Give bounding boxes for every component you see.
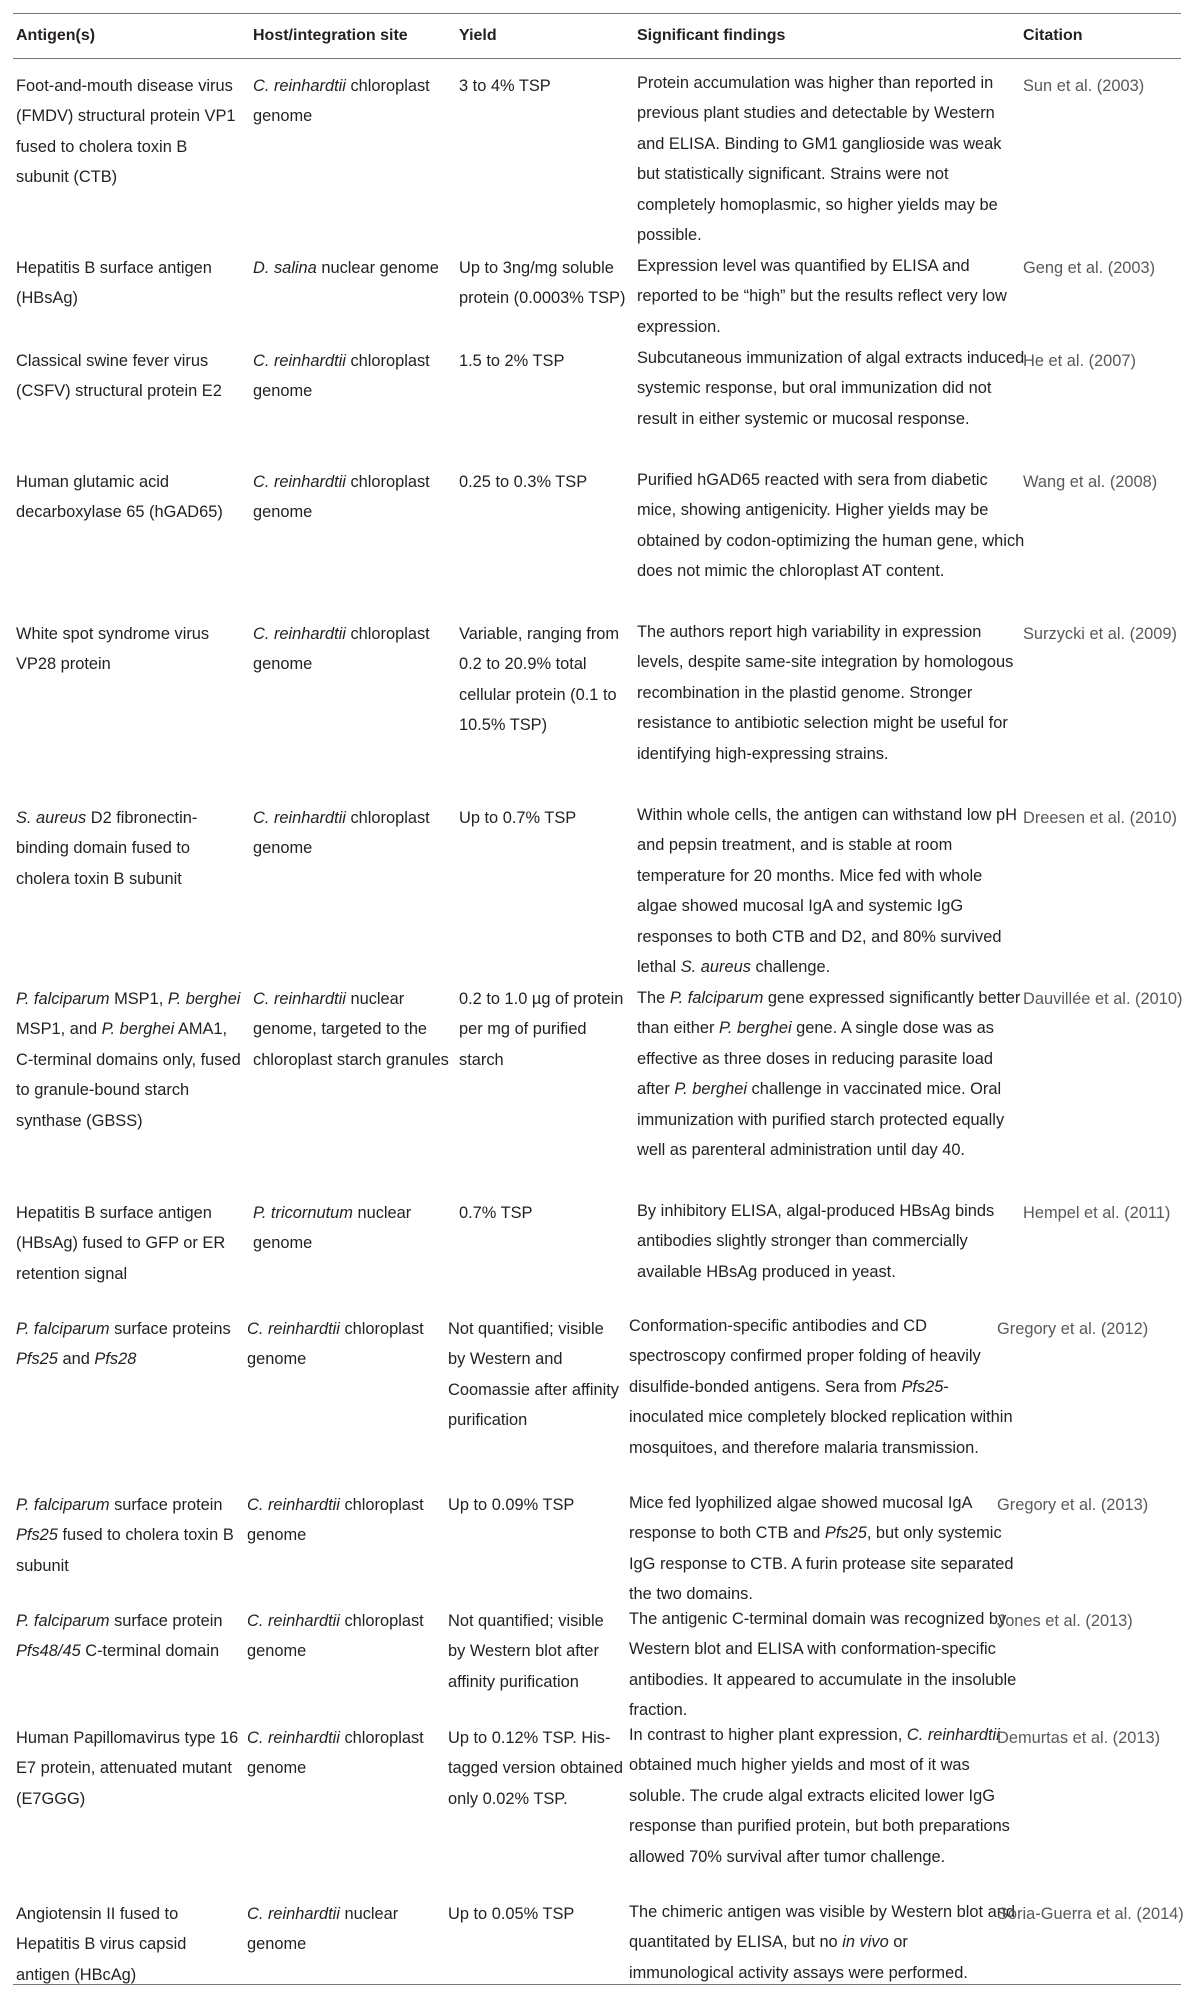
cell-citation: Gregory et al. (2013) xyxy=(997,1496,1149,1514)
cell-citation: Soria-Guerra et al. (2014) xyxy=(997,1905,1184,1923)
cell-yield: Not quantified; visible by Western and Coomassie after affinity purification xyxy=(448,1320,619,1430)
table-row xyxy=(13,1479,1181,1604)
cell-findings: The antigenic C-terminal domain was recognized by Western blot and ELISA with conformation-specific antibodies. It appeared to accumulate in the insoluble fraction. xyxy=(629,1610,1017,1720)
cell-antigen: P. falciparum surface proteins Pfs25 and Pfs28 xyxy=(16,1320,231,1369)
cell-antigen: P. falciparum surface protein Pfs25 fused to cholera toxin B subunit xyxy=(16,1496,234,1575)
cell-antigen: White spot syndrome virus VP28 protein xyxy=(16,625,210,674)
cell-yield: Up to 0.09% TSP xyxy=(448,1496,575,1514)
cell-host: C. reinhardtii chloroplast genome xyxy=(247,1496,424,1545)
cell-host: C. reinhardtii nuclear genome xyxy=(247,1905,399,1954)
cell-citation: Sun et al. (2003) xyxy=(1023,77,1145,95)
cell-findings: Mice fed lyophilized algae showed mucosal IgA response to both CTB and Pfs25, but only systemic IgG response to CTB. A furin protease site separated the two domains. xyxy=(629,1494,1014,1604)
cell-host: C. reinhardtii chloroplast genome xyxy=(247,1612,424,1661)
cell-antigen: Human Papillomavirus type 16 E7 protein, attenuated mutant (E7GGG) xyxy=(16,1729,239,1808)
table-body xyxy=(13,59,1184,1984)
cell-antigen: P. falciparum MSP1, P. berghei MSP1, and P. berghei AMA1, C-terminal domains only, fused to granule-bound starch synthase (GBSS) xyxy=(16,990,241,1130)
table-row xyxy=(13,1888,1184,1984)
cell-yield: 0.25 to 0.3% TSP xyxy=(459,473,588,491)
cell-host: C. reinhardtii chloroplast genome xyxy=(253,473,430,522)
cell-yield: 0.7% TSP xyxy=(459,1204,533,1222)
table-row xyxy=(13,59,1181,245)
cell-citation: He et al. (2007) xyxy=(1023,352,1136,370)
cell-yield: Up to 3ng/mg soluble protein (0.0003% TSP) xyxy=(459,259,626,308)
cell-citation: Demurtas et al. (2013) xyxy=(997,1729,1161,1747)
table-row xyxy=(13,791,1181,977)
cell-antigen: P. falciparum surface protein Pfs48/45 C-terminal domain xyxy=(16,1612,223,1661)
cell-yield: Variable, ranging from 0.2 to 20.9% total cellular protein (0.1 to 10.5% TSP) xyxy=(459,625,620,735)
table-row xyxy=(13,334,1181,456)
cell-findings: Within whole cells, the antigen can withstand low pH and pepsin treatment, and is stable at room temperature for 20 months. Mice fed with whole algae showed mucosal IgA and systemic IgG responses to both CTB and D2, and 80% survived lethal S. aureus challenge. xyxy=(637,806,1017,977)
cell-findings: Purified hGAD65 reacted with sera from diabetic mice, showing antigenicity. Higher yields may be obtained by codon-optimizing the human gene, which does not mimic the chloroplast AT content. xyxy=(637,471,1025,581)
header-antigen: Antigen(s) xyxy=(16,27,96,44)
data-table xyxy=(13,13,1184,1985)
table-row xyxy=(13,1711,1181,1888)
header-yield: Yield xyxy=(459,27,497,44)
cell-findings: Expression level was quantified by ELISA and reported to be “high” but the results reflect very low expression. xyxy=(637,257,1007,336)
cell-antigen: Human glutamic acid decarboxylase 65 (hGAD65) xyxy=(16,473,223,522)
cell-citation: Geng et al. (2003) xyxy=(1023,259,1156,277)
cell-host: C. reinhardtii nuclear genome, targeted to the chloroplast starch granules xyxy=(253,990,449,1069)
table-row xyxy=(13,608,1181,791)
header-host: Host/integration site xyxy=(253,27,408,44)
table-row xyxy=(13,974,1181,1187)
cell-findings: By inhibitory ELISA, algal-produced HBsAg binds antibodies slightly stronger than commercially available HBsAg produced in yeast. xyxy=(637,1202,995,1281)
table-row xyxy=(13,1595,1181,1720)
table-row xyxy=(13,456,1181,608)
cell-host: C. reinhardtii chloroplast genome xyxy=(253,77,430,126)
cell-host: C. reinhardtii chloroplast genome xyxy=(253,625,430,674)
cell-yield: Up to 0.05% TSP xyxy=(448,1905,575,1923)
cell-antigen: Foot-and-mouth disease virus (FMDV) structural protein VP1 fused to cholera toxin B subunit (CTB) xyxy=(16,77,236,187)
cell-findings: Protein accumulation was higher than reported in previous plant studies and detectable by Western and ELISA. Binding to GM1 ganglioside was weak but statistically significant. Strains were not completely homoplasmic, so higher yields may be possible. xyxy=(637,74,1002,245)
cell-findings: Conformation-specific antibodies and CD spectroscopy confirmed proper folding of heavily disulfide-bonded antigens. Sera from Pfs25-inoculated mice completely blocked replication within mosquitoes, and therefore malaria transmission. xyxy=(629,1317,1013,1457)
cell-yield: Up to 0.12% TSP. His-tagged version obtained only 0.02% TSP. xyxy=(448,1729,623,1808)
cell-findings: In contrast to higher plant expression, C. reinhardtii obtained much higher yields and most of it was soluble. The crude algal extracts elicited lower IgG response than purified protein, but both preparations allowed 70% survival after tumor challenge. xyxy=(629,1726,1010,1866)
table-row xyxy=(13,1187,1181,1302)
cell-yield: Not quantified; visible by Western blot after affinity purification xyxy=(448,1612,604,1691)
cell-citation: Surzycki et al. (2009) xyxy=(1023,625,1177,643)
cell-host: D. salina nuclear genome xyxy=(253,259,439,277)
cell-yield: 1.5 to 2% TSP xyxy=(459,352,565,370)
cell-citation: Hempel et al. (2011) xyxy=(1023,1204,1171,1222)
cell-yield: 0.2 to 1.0 µg of protein per mg of purified starch xyxy=(459,990,624,1069)
cell-antigen: Classical swine fever virus (CSFV) structural protein E2 xyxy=(16,352,222,401)
cell-antigen: Hepatitis B surface antigen (HBsAg) xyxy=(16,259,212,308)
cell-citation: Dauvillée et al. (2010) xyxy=(1023,990,1183,1008)
cell-findings: The P. falciparum gene expressed significantly better than either P. berghei gene. A single dose was as effective as three doses in reducing parasite load after P. berghei challenge in vaccinated mice. Oral immunization with purified starch protected equally well as parenteral administration until day 40. xyxy=(637,989,1021,1160)
cell-antigen: S. aureus D2 fibronectin-binding domain fused to cholera toxin B subunit xyxy=(16,809,198,888)
header-citation: Citation xyxy=(1023,27,1083,44)
table-header xyxy=(13,14,1181,59)
cell-citation: Jones et al. (2013) xyxy=(997,1612,1133,1630)
cell-host: C. reinhardtii chloroplast genome xyxy=(247,1729,424,1778)
cell-citation: Dreesen et al. (2010) xyxy=(1023,809,1177,827)
cell-host: C. reinhardtii chloroplast genome xyxy=(253,809,430,858)
table-row xyxy=(13,1302,1181,1479)
cell-antigen: Hepatitis B surface antigen (HBsAg) fused to GFP or ER retention signal xyxy=(16,1204,226,1283)
cell-yield: Up to 0.7% TSP xyxy=(459,809,577,827)
cell-citation: Gregory et al. (2012) xyxy=(997,1320,1149,1338)
cell-citation: Wang et al. (2008) xyxy=(1023,473,1158,491)
cell-host: C. reinhardtii chloroplast genome xyxy=(253,352,430,401)
table-row xyxy=(13,242,1181,334)
cell-yield: 3 to 4% TSP xyxy=(459,77,551,95)
cell-host: C. reinhardtii chloroplast genome xyxy=(247,1320,424,1369)
cell-antigen: Angiotensin II fused to Hepatitis B virus capsid antigen (HBcAg) xyxy=(16,1905,187,1984)
cell-host: P. tricornutum nuclear genome xyxy=(253,1204,412,1253)
cell-findings: Subcutaneous immunization of algal extracts induced systemic response, but oral immunization did not result in either systemic or mucosal response. xyxy=(637,349,1025,428)
cell-findings: The chimeric antigen was visible by Western blot and quantitated by ELISA, but no in vivo or immunological activity assays were performed. xyxy=(629,1903,1015,1982)
header-findings: Significant findings xyxy=(637,27,786,44)
cell-findings: The authors report high variability in expression levels, despite same-site integration by homologous recombination in the plastid genome. Stronger resistance to antibiotic selection might be useful for identifying high-expressing strains. xyxy=(637,623,1014,763)
